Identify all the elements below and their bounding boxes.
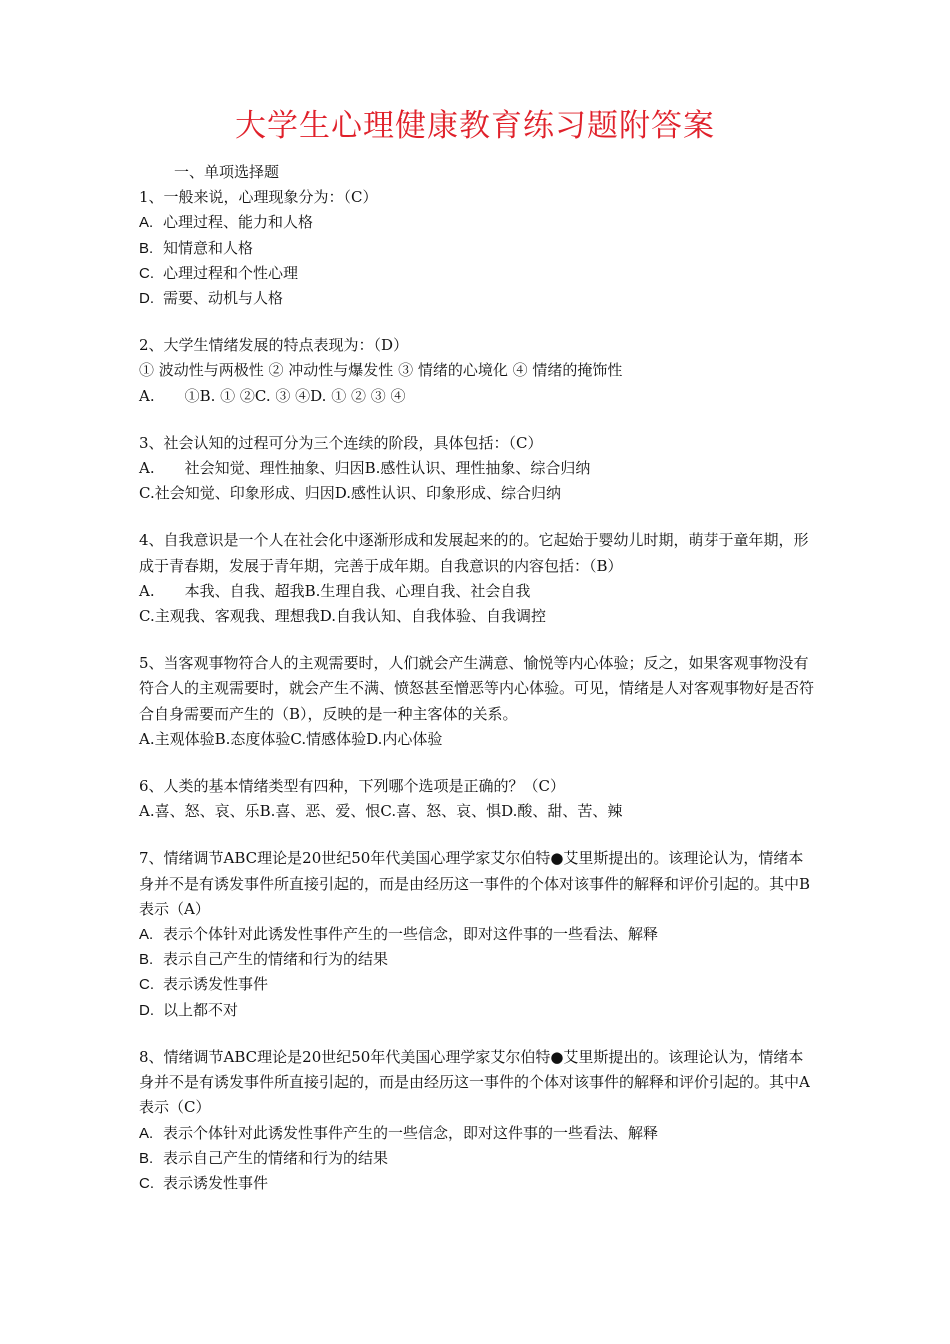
spacer	[139, 1023, 814, 1045]
option-d	[139, 998, 814, 1023]
option-c	[139, 261, 814, 286]
option-b	[139, 1146, 814, 1171]
option-text: 知情意和人格	[163, 238, 254, 257]
question-8	[139, 1045, 814, 1196]
spacer	[139, 409, 814, 431]
spacer	[139, 752, 814, 774]
option-label: B.	[139, 951, 154, 969]
question-6	[139, 774, 814, 824]
document-body	[139, 160, 814, 1196]
option-text: 表示诱发性事件	[163, 1173, 269, 1192]
option-text: 需要、动机与人格	[163, 289, 284, 308]
option-label: A.	[139, 1124, 154, 1142]
question-3	[139, 431, 814, 507]
options-line: A.喜、怒、哀、乐B.喜、恶、爱、恨C.喜、怒、哀、惧D.酸、甜、苦、辣	[139, 802, 623, 821]
option-b	[139, 947, 814, 972]
options-line: C.社会知觉、印象形成、归因D.感性认识、印象形成、综合归纳	[139, 484, 561, 503]
question-statements: ① 波动性与两极性 ② 冲动性与爆发性 ③ 情绪的心境化 ④ 情绪的掩饰性	[139, 361, 623, 380]
option-label: A.	[139, 926, 154, 944]
question-stem: 5、当客观事物符合人的主观需要时，人们就会产生满意、愉悦等内心体验；反之，如果客观事物没有符合人的主观需要时，就会产生不满、愤怒甚至憎恶等内心体验。可见，情绪是人对客观事物好是否符合自身需要而产生的（B），反映的是一种主客体的关系。	[139, 654, 815, 723]
option-text: 表示诱发性事件	[163, 975, 269, 994]
spacer	[139, 824, 814, 846]
option-text: 表示个体针对此诱发性事件产生的一些信念，即对这件事的一些看法、解释	[163, 925, 659, 944]
option-text: 表示个体针对此诱发性事件产生的一些信念，即对这件事的一些看法、解释	[163, 1123, 659, 1142]
question-stem: 8、情绪调节ABC理论是20世纪50年代美国心理学家艾尔伯特●艾里斯提出的。该理论认为，情绪本身并不是有诱发事件所直接引起的，而是由经历这一事件的个体对该事件的解释和评价引起的。其中A表示（C）	[139, 1047, 810, 1117]
question-1	[139, 185, 814, 311]
question-4	[139, 528, 814, 629]
question-stem: 1、一般来说，心理现象分为：（C）	[139, 188, 378, 207]
options-line: A.主观体验B.态度体验C.情感体验D.内心体验	[139, 729, 443, 748]
option-label: D.	[139, 290, 154, 308]
question-stem: 4、自我意识是一个人在社会化中逐渐形成和发展起来的的。它起始于婴幼儿时期，萌芽于童年期，形成于青春期，发展于青年期，完善于成年期。自我意识的内容包括：（B）	[139, 531, 809, 575]
question-2	[139, 333, 814, 409]
option-label: A.	[139, 214, 154, 232]
spacer	[139, 629, 814, 651]
option-label: B.	[139, 239, 154, 257]
section-heading: 一、单项选择题	[174, 163, 280, 181]
option-c	[139, 1171, 814, 1196]
question-stem: 3、社会认知的过程可分为三个连续的阶段，具体包括：（C）	[139, 433, 543, 452]
option-label: D.	[139, 1001, 154, 1019]
options-line: A. ①B. ① ②C. ③ ④D. ① ② ③ ④	[139, 386, 406, 405]
document-title: 大学生心理健康教育练习题附答案	[235, 108, 715, 144]
question-stem: 6、人类的基本情绪类型有四种，下列哪个选项是正确的？（C）	[139, 777, 566, 796]
option-text: 表示自己产生的情绪和行为的结果	[163, 1148, 389, 1167]
option-label: C.	[139, 264, 154, 282]
option-label: C.	[139, 1174, 154, 1192]
option-label: C.	[139, 976, 154, 994]
option-b	[139, 236, 814, 261]
spacer	[139, 506, 814, 528]
options-line: C.主观我、客观我、理想我D.自我认知、自我体验、自我调控	[139, 607, 546, 626]
options-line: A. 本我、自我、超我B.生理自我、心理自我、社会自我	[139, 581, 531, 600]
question-stem: 7、情绪调节ABC理论是20世纪50年代美国心理学家艾尔伯特●艾里斯提出的。该理论认为，情绪本身并不是有诱发事件所直接引起的，而是由经历这一事件的个体对该事件的解释和评价引起的。其中B表示（A）	[139, 849, 811, 918]
option-text: 以上都不对	[163, 1000, 239, 1019]
option-a	[139, 922, 814, 947]
question-stem: 2、大学生情绪发展的特点表现为：（D）	[139, 336, 409, 355]
question-5	[139, 651, 814, 752]
option-text: 表示自己产生的情绪和行为的结果	[163, 950, 389, 969]
option-a	[139, 1121, 814, 1146]
option-text: 心理过程、能力和人格	[163, 213, 314, 232]
option-text: 心理过程和个性心理	[163, 263, 299, 282]
question-7	[139, 846, 814, 1022]
option-d	[139, 286, 814, 311]
option-a	[139, 210, 814, 235]
option-c	[139, 972, 814, 997]
options-line: A. 社会知觉、理性抽象、归因B.感性认识、理性抽象、综合归纳	[139, 459, 591, 478]
spacer	[139, 311, 814, 333]
option-label: B.	[139, 1149, 154, 1167]
